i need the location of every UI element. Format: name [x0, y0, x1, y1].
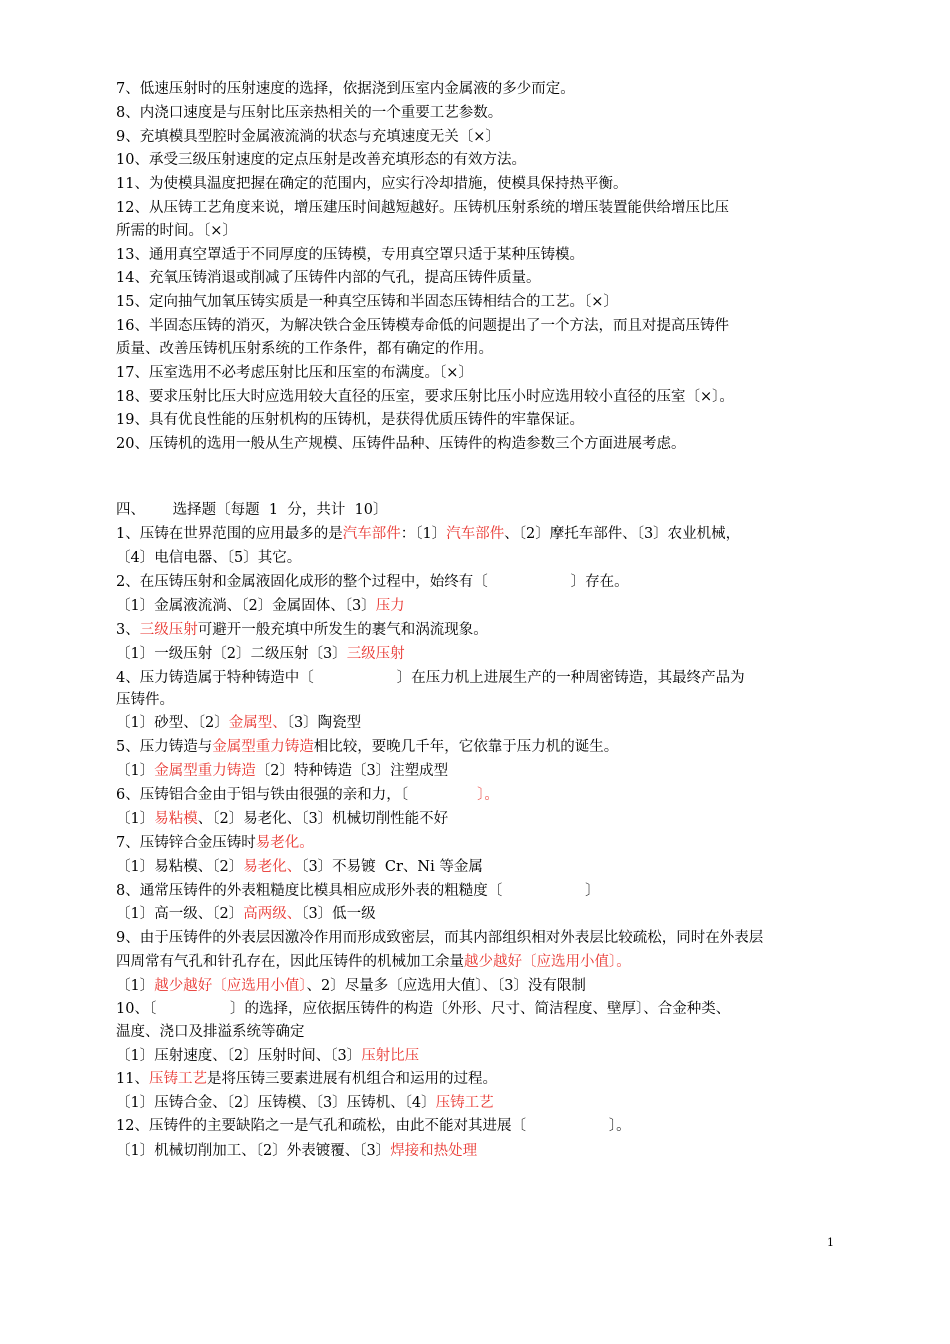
text-line: [116, 976, 586, 996]
text-segment: 2、在压铸压射和金属液固化成形的整个过程中，始终有〔 〕存在。: [116, 574, 629, 590]
text-segment: 、〔2〕易老化、〔3〕机械切削性能不好: [197, 811, 449, 827]
text-segment: 〔4〕电信电器、〔5〕其它。: [116, 550, 302, 566]
answer-highlight: 越少越好〔应选用小值〕。: [464, 954, 631, 970]
text-segment: 6、压铸铝合金由于铝与铁由很强的亲和力，〔: [116, 787, 478, 803]
answer-highlight: 金属型、: [228, 715, 287, 731]
text-line: [116, 127, 500, 147]
text-line: [116, 809, 448, 829]
text-line: [116, 668, 745, 688]
answer-highlight: 高两级、: [243, 906, 302, 922]
text-line: [116, 363, 473, 383]
answer-highlight: 金属型重力铸造: [154, 763, 256, 779]
text-line: [116, 1141, 477, 1161]
text-segment: 20、压铸机的选用一般从生产规模、压铸件品种、压铸件的构造参数三个方面进展考虑。: [116, 436, 686, 452]
text-segment: 1、压铸在世界范围的应用最多的是: [116, 526, 343, 542]
text-line: [116, 904, 376, 924]
text-line: [116, 268, 540, 288]
text-segment: 〔3〕低一级: [301, 906, 376, 922]
text-segment: 压铸件。: [116, 692, 174, 708]
text-line: [116, 1046, 419, 1066]
text-segment: 可避开一般充填中所发生的裹气和涡流现象。: [197, 622, 488, 638]
text-segment: ：〔1〕: [400, 526, 447, 542]
answer-highlight: 易老化。: [255, 835, 314, 851]
text-segment: 9、充填模具型腔时金属液流淌的状态与充填速度无关〔×〕: [116, 129, 500, 145]
text-line: [116, 1022, 305, 1042]
text-line: [116, 221, 237, 241]
text-line: [116, 572, 629, 592]
answer-highlight: 三级压射: [139, 622, 198, 638]
text-segment: 17、压室选用不必考虑压射比压和压室的布满度。〔×〕: [116, 365, 473, 381]
text-segment: 13、通用真空罩适于不同厚度的压铸模，专用真空罩只适于某种压铸模。: [116, 247, 584, 263]
answer-highlight: 金属型重力铸造: [212, 739, 314, 755]
text-line: [116, 339, 493, 359]
answer-highlight: 压力: [375, 598, 405, 614]
answer-highlight: 易粘模: [154, 811, 198, 827]
text-segment: 8、通常压铸件的外表粗糙度比模具相应成形外表的粗糙度〔 〕: [116, 883, 600, 899]
text-line: [116, 785, 499, 805]
text-segment: 11、为使模具温度把握在确定的范围内，应实行冷却措施，使模具保持热平衡。: [116, 176, 628, 192]
answer-highlight: 焊接和热处理: [390, 1143, 478, 1159]
text-segment: 〔1〕砂型、〔2〕: [116, 715, 229, 731]
text-segment: 〔1〕压铸合金、〔2〕压铸模、〔3〕压铸机、〔4〕: [116, 1095, 436, 1111]
text-segment: 、2〕尽量多〔应选用大值〕、〔3〕没有限制: [306, 978, 586, 994]
text-segment: 〔3〕不易镀 Cr、Ni 等金属: [301, 859, 483, 875]
text-line: [116, 387, 734, 407]
answer-highlight: 汽车部件: [342, 526, 401, 542]
text-line: [116, 410, 584, 430]
text-segment: 〔2〕特种铸造〔3〕注塑成型: [255, 763, 449, 779]
answer-highlight: 压铸工艺: [435, 1095, 494, 1111]
text-line: [116, 833, 314, 853]
text-line: [116, 198, 729, 218]
text-segment: 〔1〕机械切削加工、〔2〕外表镀覆、〔3〕: [116, 1143, 391, 1159]
text-segment: 〔3〕陶瓷型: [286, 715, 362, 731]
text-line: [116, 644, 405, 664]
text-line: [116, 881, 600, 901]
text-segment: 10、承受三级压射速度的定点压射是改善充填形态的有效方法。: [116, 152, 526, 168]
text-segment: 〔1〕: [116, 978, 155, 994]
text-segment: 所需的时间。〔×〕: [116, 223, 237, 239]
text-segment: 12、从压铸工艺角度来说，增压建压时间越短越好。压铸机压射系统的增压装置能供给增压比压: [116, 200, 729, 216]
text-segment: 4、压力铸造属于特种铸造中〔 〕在压力机上进展生产的一种周密铸造，其最终产品为: [116, 670, 745, 686]
text-segment: 14、充氧压铸消退或削减了压铸件内部的气孔，提高压铸件质量。: [116, 270, 541, 286]
text-segment: 16、半固态压铸的消灭，为解决铁合金压铸模寿命低的问题提出了一个方法，而且对提高压铸件: [116, 318, 729, 334]
text-segment: 11、: [116, 1071, 149, 1087]
text-line: [116, 103, 502, 123]
text-line: [116, 761, 448, 781]
answer-highlight: 压射比压: [361, 1048, 420, 1064]
text-segment: 8、内浇口速度是与压射比压亲热相关的一个重要工艺参数。: [116, 105, 503, 121]
text-segment: 3、: [116, 622, 140, 638]
answer-highlight: 易老化、: [243, 859, 302, 875]
text-line: [116, 174, 627, 194]
text-segment: 是将压铸三要素进展有机组合和运用的过程。: [206, 1071, 497, 1087]
text-line: [116, 245, 584, 265]
text-line: [116, 1069, 497, 1089]
text-segment: 19、具有优良性能的压射机构的压铸机，是获得优质压铸件的牢靠保证。: [116, 412, 584, 428]
text-segment: 7、低速压射时的压射速度的选择，依据浇到压室内金属液的多少而定。: [116, 81, 575, 97]
answer-highlight: 压铸工艺: [148, 1071, 207, 1087]
text-line: [116, 79, 575, 99]
text-line: [116, 690, 174, 710]
answer-highlight: 汽车部件: [446, 526, 505, 542]
text-line: [116, 292, 618, 312]
answer-highlight: 越少越好〔应选用小值〕: [154, 978, 307, 994]
answer-highlight: 三级压射: [346, 646, 405, 662]
text-segment: 9、由于压铸件的外表层因激冷作用而形成致密层，而其内部组织相对外表层比较疏松，同时在外表层: [116, 930, 764, 946]
text-segment: 四周常有气孔和针孔存在，因此压铸件的机械加工余量: [116, 954, 464, 970]
text-segment: 〔1〕金属液流淌、〔2〕金属固体、〔3〕: [116, 598, 376, 614]
text-segment: 〔1〕高一级、〔2〕: [116, 906, 244, 922]
text-segment: 5、压力铸造与: [116, 739, 213, 755]
text-segment: 18、要求压射比压大时应选用较大直径的压室，要求压射比压小时应选用较小直径的压室〔×〕。: [116, 389, 734, 405]
text-line: [116, 524, 740, 544]
text-segment: 〔1〕易粘模、〔2〕: [116, 859, 244, 875]
text-line: [116, 999, 730, 1019]
text-line: [116, 316, 729, 336]
text-segment: 相比较，要晚几千年，它依靠于压力机的诞生。: [313, 739, 619, 755]
text-segment: 温度、浇口及排溢系统等确定: [116, 1024, 305, 1040]
text-segment: 〔1〕一级压射〔2〕二级压射〔3〕: [116, 646, 347, 662]
text-segment: 〔1〕: [116, 811, 155, 827]
text-line: [116, 952, 631, 972]
text-line: [116, 596, 405, 616]
text-line: [116, 713, 361, 733]
text-segment: 15、定向抽气加氧压铸实质是一种真空压铸和半固态压铸相结合的工艺。〔×〕: [116, 294, 618, 310]
text-line: [116, 857, 483, 877]
answer-highlight: 〕。: [477, 787, 499, 803]
text-segment: 〔1〕: [116, 763, 155, 779]
text-line: [116, 150, 526, 170]
text-segment: 〔1〕压射速度、〔2〕压射时间、〔3〕: [116, 1048, 362, 1064]
text-segment: 12、压铸件的主要缺陷之一是气孔和疏松，由此不能对其进展〔 〕。: [116, 1118, 631, 1134]
text-segment: 10、〔 〕的选择，应依据压铸件的构造〔外形、尺寸、简洁程度、壁厚〕、合金种类、: [116, 1001, 731, 1017]
text-line: [116, 1093, 494, 1113]
text-line: [116, 500, 388, 520]
text-line: [116, 548, 301, 568]
text-segment: 四、 选择题〔每题 1 分，共计 10〕: [116, 502, 388, 518]
text-line: [116, 434, 685, 454]
text-segment: 7、压铸锌合金压铸时: [116, 835, 256, 851]
text-segment: 、〔2〕摩托车部件、〔3〕农业机械，: [504, 526, 741, 542]
text-line: [116, 1116, 631, 1136]
text-line: [116, 928, 763, 948]
text-segment: 质量、改善压铸机压射系统的工作条件，都有确定的作用。: [116, 341, 493, 357]
text-line: [116, 620, 488, 640]
text-line: [116, 737, 618, 757]
page-number: 1: [827, 1236, 834, 1249]
